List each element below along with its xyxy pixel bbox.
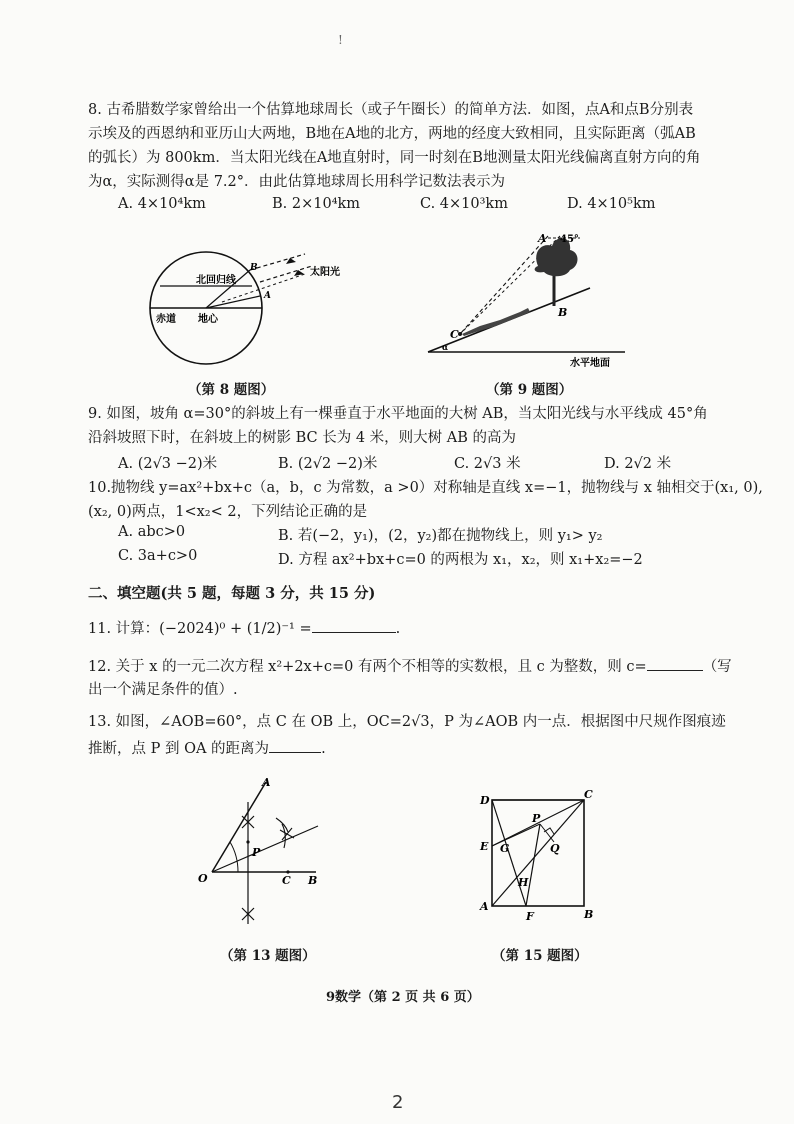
figure-13 — [190, 772, 340, 932]
q8-line-3: 的弧长）为 800km．当太阳光线在A地直射时，同一时刻在B地测量太阳光线偏离直射方向的角 — [88, 150, 701, 166]
q13-answer-blank[interactable] — [269, 736, 321, 753]
q12-answer-blank[interactable] — [647, 654, 703, 671]
fig13-caption: （第 13 题图） — [220, 948, 316, 964]
q9-line-2: 沿斜坡照下时，在斜坡上的树影 BC 长为 4 米，则大树 AB 的高为 — [88, 430, 517, 446]
fig15-label-h: H — [518, 876, 529, 889]
fig9-caption: （第 9 题图） — [486, 382, 573, 398]
fig9-label-b: B — [558, 306, 568, 319]
q10-line-1: 10.抛物线 y=ax²+bx+c（a，b，c 为常数，a >0）对称轴是直线 x=−1，抛物线与 x 轴相交于(x₁, 0), — [88, 480, 763, 496]
fig8-tropic-label: 北回归线 — [196, 275, 236, 286]
fig15-label-p: P — [532, 812, 541, 825]
q8-line-1: 8. 古希腊数学家曾给出一个估算地球周长（或子午圈长）的简单方法．如图，点A和点B分别表 — [88, 102, 694, 118]
q11-suffix: . — [395, 621, 401, 637]
q8-option-a: A. 4×10⁴km — [118, 196, 206, 212]
fig13-label-b: B — [308, 874, 318, 887]
q8-option-c: C. 4×10³km — [420, 196, 508, 212]
figure-15 — [470, 786, 606, 924]
q9-option-a: A. (2√3 −2)米 — [118, 456, 218, 472]
fig8-label-a: A — [264, 291, 271, 301]
q12-text: 12. 关于 x 的一元二次方程 x²+2x+c=0 有两个不相等的实数根，且 c 为整数，则 c= — [88, 659, 647, 675]
q10-option-c: C. 3a+c>0 — [118, 548, 198, 564]
fig15-label-g: G — [500, 842, 510, 855]
q13-text-end: . — [321, 741, 326, 757]
fig15-label-f: F — [526, 910, 534, 923]
q8-option-d: D. 4×10⁵km — [567, 196, 656, 212]
fig15-label-e: E — [480, 840, 489, 853]
fig9-ground-label: 水平地面 — [570, 358, 610, 369]
q9-option-d: D. 2√2 米 — [604, 456, 672, 472]
q12-line-2: 出一个满足条件的值）. — [88, 682, 238, 698]
q11 — [88, 616, 400, 641]
q12-line-1 — [88, 654, 732, 679]
q10-line-2: (x₂, 0)两点，1<x₂< 2，下列结论正确的是 — [88, 504, 368, 520]
page-footer: 9数学（第 2 页 共 6 页） — [326, 990, 480, 1005]
q13-text: 推断，点 P 到 OA 的距离为 — [88, 741, 270, 757]
fig9-angle-label: 45° — [560, 234, 579, 245]
fig9-alpha-label: α — [442, 342, 449, 352]
q11-answer-blank[interactable] — [312, 616, 396, 633]
fig8-sun-label: 太阳光 — [310, 267, 340, 278]
q8-line-2: 示埃及的西恩纳和亚历山大两地，B地在A地的北方，两地的经度大致相同，且实际距离（弧AB — [88, 126, 696, 142]
page-number: 2 — [392, 1092, 404, 1113]
fig13-label-o: O — [198, 872, 208, 885]
fig13-label-p: P — [252, 846, 261, 859]
fig15-label-a: A — [480, 900, 489, 913]
fig8-label-b: B — [250, 263, 258, 273]
figure-8 — [140, 236, 365, 366]
q9-option-b: B. (2√2 −2)米 — [278, 456, 378, 472]
q10-option-a: A. abc>0 — [118, 524, 186, 540]
q10-option-d: D. 方程 ax²+bx+c=0 的两根为 x₁，x₂，则 x₁+x₂=−2 — [278, 552, 643, 568]
q9-line-1: 9. 如图，坡角 α=30°的斜坡上有一棵垂直于水平地面的大树 AB，当太阳光线与水平线成 45°角 — [88, 406, 708, 422]
q11-expression: (−2024)⁰ + (1/2)⁻¹ = — [159, 621, 312, 637]
q9-option-c: C. 2√3 米 — [454, 456, 521, 472]
section-2-heading: 二、填空题(共 5 题，每题 3 分，共 15 分) — [88, 585, 376, 602]
q8-line-4: 为α，实际测得α是 7.2°．由此估算地球周长用科学记数法表示为 — [88, 174, 506, 190]
fig15-caption: （第 15 题图） — [492, 948, 588, 964]
q12-text-end: （写 — [702, 659, 732, 675]
fig8-caption: （第 8 题图） — [188, 382, 275, 398]
q10-option-b: B. 若(−2，y₁)，(2，y₂)都在抛物线上，则 y₁> y₂ — [278, 528, 603, 544]
fig15-label-d: D — [480, 794, 490, 807]
fig13-label-c: C — [282, 874, 291, 887]
q13-line-2 — [88, 736, 326, 761]
fig15-label-q: Q — [550, 842, 560, 855]
fig8-center-label: 地心 — [198, 314, 218, 325]
fig15-label-c: C — [584, 788, 593, 801]
fig9-label-a: A — [538, 232, 547, 245]
q13-line-1: 13. 如图，∠AOB=60°，点 C 在 OB 上，OC=2√3，P 为∠AOB 内一点．根据图中尺规作图痕迹 — [88, 714, 726, 730]
scan-mark: ! — [338, 33, 343, 47]
figure-9 — [420, 222, 635, 372]
fig13-label-a: A — [262, 776, 271, 789]
fig15-label-b: B — [584, 908, 594, 921]
q8-option-b: B. 2×10⁴km — [272, 196, 361, 212]
q11-prefix: 11. 计算： — [88, 621, 160, 637]
fig8-equator-label: 赤道 — [156, 314, 176, 325]
fig9-label-c: C — [450, 328, 459, 341]
